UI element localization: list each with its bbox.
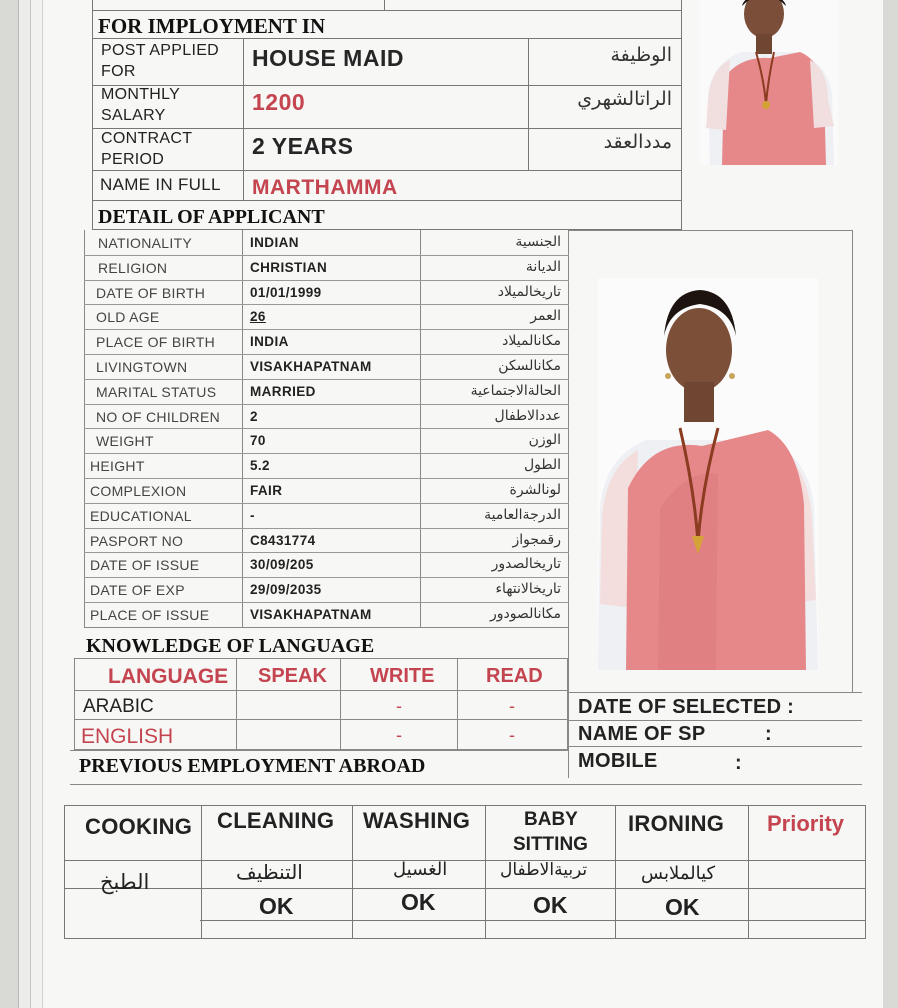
skill-washing: WASHING	[363, 808, 471, 833]
skill-washing-arabic: الغسيل	[393, 859, 448, 880]
language-english-write: -	[396, 725, 402, 745]
post-value: HOUSE MAID	[252, 45, 404, 71]
detail-label: PLACE OF BIRTH	[96, 334, 216, 351]
name-value: MARTHAMMA	[252, 176, 398, 199]
skill-cleaning: CLEANING	[217, 808, 335, 833]
detail-label: DATE OF BIRTH	[96, 284, 206, 301]
detail-arabic: الطول	[523, 457, 561, 474]
detail-value: -	[250, 507, 255, 523]
detail-arabic: لونالشرة	[509, 482, 561, 498]
detail-row-divider	[84, 404, 569, 405]
language-header-speak: SPEAK	[258, 665, 327, 687]
detail-value: CHRISTIAN	[250, 259, 328, 275]
language-arabic-read: -	[509, 696, 515, 716]
skill-baby-arabic: تربيةالاطفال	[500, 860, 588, 880]
skill-washing-status: OK	[401, 889, 436, 915]
detail-value: INDIAN	[250, 235, 299, 250]
employment-title: FOR IMPLOYMENT IN	[98, 14, 326, 38]
skill-ironing: IRONING	[628, 811, 725, 836]
skill-ironing-status: OK	[665, 894, 700, 920]
detail-row-divider	[84, 428, 569, 429]
sp-name-colon: :	[765, 723, 772, 745]
applicant-photo-small	[700, 0, 838, 165]
detail-value: C8431774	[250, 532, 316, 548]
skill-cleaning-arabic: التنظيف	[236, 860, 303, 884]
name-label: NAME IN FULL	[100, 175, 221, 194]
detail-label: OLD AGE	[96, 309, 160, 326]
detail-label: PASPORT NO	[90, 532, 184, 549]
language-english-read: -	[509, 725, 515, 745]
detail-row-divider	[84, 379, 569, 380]
detail-label: NO OF CHILDREN	[96, 408, 220, 425]
sp-name-label: NAME OF SP	[578, 723, 706, 745]
skill-ironing-arabic: كيالملابس	[641, 863, 716, 884]
detail-row-divider	[84, 354, 569, 355]
language-title: KNOWLEDGE OF LANGUAGE	[86, 635, 375, 657]
language-header-language: LANGUAGE	[108, 665, 229, 688]
contract-value: 2 YEARS	[252, 133, 354, 159]
detail-value: INDIA	[250, 334, 289, 350]
detail-arabic: مكانالصودور	[489, 606, 561, 622]
mobile-label: MOBILE	[578, 750, 658, 772]
detail-value: VISAKHAPATNAM	[250, 359, 372, 374]
salary-label-line2: SALARY	[101, 107, 166, 124]
detail-value: MARRIED	[250, 383, 316, 399]
detail-arabic: تاريخالصدور	[491, 556, 561, 573]
detail-value: 5.2	[250, 458, 270, 474]
detail-row-divider	[84, 478, 569, 479]
skill-cooking-arabic: الطبخ	[100, 870, 150, 894]
detail-value: VISAKHAPATNAM	[250, 607, 372, 622]
language-header-read: READ	[486, 665, 543, 687]
detail-label: LIVINGTOWN	[96, 359, 188, 375]
detail-arabic: الديانة	[525, 258, 561, 275]
detail-label: NATIONALITY	[98, 235, 193, 251]
date-selected-label: DATE OF SELECTED :	[578, 696, 795, 718]
skill-baby-line1: BABY	[524, 809, 578, 830]
detail-value: FAIR	[250, 483, 283, 498]
detail-row-divider	[84, 602, 569, 603]
detail-row-divider	[84, 255, 569, 256]
detail-arabic: العمر	[530, 308, 561, 325]
detail-row-divider	[84, 304, 569, 305]
detail-row-divider	[84, 528, 569, 529]
detail-arabic: تاريخالميلاد	[497, 283, 561, 300]
detail-arabic: الدرجةالعامية	[484, 506, 561, 523]
language-arabic-write: -	[396, 696, 402, 716]
applicant-title: DETAIL OF APPLICANT	[98, 206, 325, 228]
detail-label: EDUCATIONAL	[90, 507, 192, 524]
detail-row-divider	[84, 577, 569, 578]
contract-arabic: مددالعقد	[603, 131, 672, 153]
post-arabic: الوظيفة	[610, 44, 672, 66]
detail-value: 29/09/2035	[250, 582, 322, 598]
detail-value: 70	[250, 433, 266, 449]
detail-value: 30/09/205	[250, 557, 314, 573]
mobile-colon: :	[735, 752, 742, 774]
post-label-line2: FOR	[101, 63, 136, 80]
detail-arabic: الحالةالاجتماعية	[470, 382, 561, 399]
detail-row-divider	[84, 503, 569, 504]
previous-employment-title: PREVIOUS EMPLOYMENT ABROAD	[79, 755, 426, 777]
salary-label-line1: MONTHLY	[101, 86, 181, 103]
detail-label: WEIGHT	[96, 433, 154, 450]
detail-arabic: تاريخالانتهاء	[495, 581, 561, 598]
detail-arabic: مكانالسكن	[498, 358, 561, 374]
detail-row-divider	[84, 453, 569, 454]
salary-arabic: الراتالشهري	[577, 88, 672, 110]
detail-row-divider	[84, 552, 569, 553]
detail-label: DATE OF ISSUE	[90, 557, 200, 574]
detail-arabic: عددالاطفال	[494, 407, 561, 424]
language-english: ENGLISH	[81, 725, 174, 748]
detail-label: DATE OF EXP	[90, 582, 185, 599]
language-header-write: WRITE	[370, 665, 435, 687]
skill-cooking: COOKING	[85, 814, 193, 839]
skill-cleaning-status: OK	[259, 893, 294, 919]
contract-label-line2: PERIOD	[101, 151, 165, 168]
detail-value: 01/01/1999	[250, 284, 322, 300]
detail-value: 26	[250, 309, 266, 325]
applicant-photo-large	[598, 278, 818, 670]
detail-arabic: رقمجواز	[512, 531, 561, 548]
detail-label: MARITAL STATUS	[96, 383, 217, 400]
skill-baby-line2: SITTING	[513, 834, 588, 855]
detail-label: COMPLEXION	[90, 483, 187, 499]
detail-label: PLACE OF ISSUE	[90, 607, 210, 623]
contract-label-line1: CONTRACT	[101, 130, 193, 147]
detail-arabic: مكانالميلاد	[502, 333, 561, 350]
detail-label: HEIGHT	[90, 458, 145, 475]
detail-arabic: الوزن	[528, 432, 561, 449]
post-label-line1: POST APPLIED	[101, 42, 220, 59]
language-arabic: ARABIC	[83, 696, 154, 717]
detail-arabic: الجنسية	[515, 234, 561, 250]
priority-label: Priority	[767, 811, 845, 836]
detail-row-divider	[84, 329, 569, 330]
detail-value: 2	[250, 408, 258, 424]
skill-baby-status: OK	[533, 892, 568, 918]
salary-value: 1200	[252, 89, 306, 115]
detail-row-divider	[84, 280, 569, 281]
detail-label: RELIGION	[98, 259, 168, 276]
